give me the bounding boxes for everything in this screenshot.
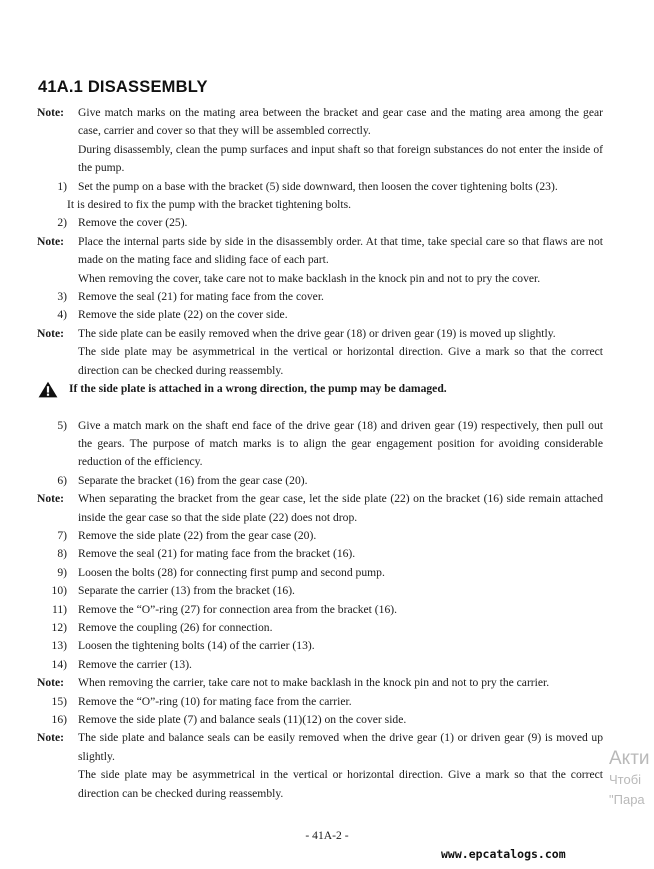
step-number: 16) (51, 713, 67, 726)
step-number: 3) (57, 290, 67, 304)
paragraph: Place the internal parts side by side in the disassembly order. At that time, take special care so that flaws are not made on the mating face and sliding face of each part. (78, 234, 603, 267)
note-text (78, 729, 603, 803)
note-label: Note: (37, 326, 65, 340)
procedure-step (37, 582, 603, 600)
step-text (78, 564, 603, 582)
note-block (37, 325, 603, 380)
step-text (78, 306, 603, 324)
procedure-step (37, 564, 603, 582)
paragraph: Give match marks on the mating area between the bracket and gear case and the mating area among the gear case, carrier and cover so that they will be assembled correctly. (78, 106, 603, 138)
step-number: 1) (57, 179, 67, 193)
paragraph: When removing the cover, take care not to make backlash in the knock pin and not to pry the cover. (78, 271, 541, 285)
procedure-step (37, 711, 603, 729)
note-label: Note: (37, 106, 65, 119)
paragraph: The side plate may be asymmetrical in the vertical or horizontal direction. Give a mark so that the correct direction can be checked during reassembly. (78, 345, 603, 377)
paragraph: When removing the carrier, take care not to make backlash in the knock pin and not to pry the carrier. (78, 676, 550, 690)
procedure-step (37, 472, 603, 490)
step-text (78, 656, 603, 674)
paragraph: During disassembly, clean the pump surfaces and input shaft so that foreign substances do not enter the inside of the pump. (78, 142, 603, 175)
step-number: 2) (57, 216, 67, 230)
step-number: 6) (57, 473, 67, 487)
paragraph: It is desired to fix the pump with the bracket tightening bolts. (67, 198, 351, 212)
paragraph: Separate the carrier (13) from the bracket (16). (78, 584, 295, 598)
step-number: 4) (57, 308, 67, 322)
step-number: 13) (51, 639, 67, 653)
step-text (78, 637, 603, 655)
activation-overlay-line: "Пара (609, 792, 645, 807)
step-text (78, 582, 603, 600)
paragraph: The side plate may be asymmetrical in the vertical or horizontal direction. Give a mark so that the correct direction can be checked during reassembly. (78, 768, 603, 800)
paragraph: Remove the side plate (22) from the gear case (20). (78, 528, 317, 542)
paragraph: Give a match mark on the shaft end face of the drive gear (18) and driven gear (19) respectively, then pull out the gears. The purpose of match marks is to align the gear engagement position for avoiding considerable reduction of the efficiency. (78, 418, 603, 469)
procedure-step (37, 417, 603, 472)
step-text (78, 545, 603, 563)
warning-callout (37, 380, 603, 398)
step-text (78, 711, 603, 729)
note-text (78, 490, 603, 527)
step-text (78, 472, 603, 490)
paragraph: Remove the carrier (13). (78, 657, 192, 671)
note-label: Note: (37, 731, 65, 745)
step-text (78, 619, 603, 637)
paragraph: Separate the bracket (16) from the gear case (20). (78, 473, 308, 487)
procedure-step (37, 178, 603, 215)
note-block (37, 729, 603, 803)
step-number: 7) (57, 528, 67, 542)
note-block (37, 490, 603, 527)
note-text (78, 104, 603, 178)
procedure-step (37, 656, 603, 674)
step-text (78, 693, 603, 711)
step-number: 15) (51, 694, 67, 708)
step-number: 8) (57, 547, 67, 561)
procedure-step (37, 601, 603, 619)
activation-overlay-line: Чтобі (609, 772, 642, 787)
paragraph: Remove the side plate (7) and balance seals (11)(12) on the cover side. (78, 713, 407, 726)
note-block (37, 674, 603, 692)
paragraph: Remove the coupling (26) for connection. (78, 620, 273, 634)
site-watermark: www.epcatalogs.com (441, 847, 566, 861)
warning-text: If the side plate is attached in a wrong direction, the pump may be damaged. (69, 382, 447, 396)
procedure-step (37, 693, 603, 711)
paragraph: Loosen the tightening bolts (14) of the carrier (13). (78, 639, 315, 653)
step-number: 12) (51, 620, 67, 634)
note-text (78, 325, 603, 380)
paragraph: The side plate and balance seals can be easily removed when the drive gear (1) or driven gear (9) is moved up slightly. (78, 731, 603, 763)
step-text (78, 601, 603, 619)
note-text (78, 674, 603, 692)
paragraph: The side plate can be easily removed when the drive gear (18) or driven gear (19) is moved up slightly. (78, 326, 556, 340)
note-text (78, 233, 603, 288)
paragraph: Set the pump on a base with the bracket (5) side downward, then loosen the cover tightening bolts (23). (78, 179, 558, 193)
paragraph: Remove the “O”-ring (27) for connection area from the bracket (16). (78, 602, 398, 616)
procedure-step (37, 619, 603, 637)
procedure-step (37, 545, 603, 563)
step-number: 11) (51, 602, 67, 616)
step-text (78, 417, 603, 472)
paragraph: Remove the seal (21) for mating face from the cover. (78, 290, 324, 304)
paragraph: Loosen the bolts (28) for connecting first pump and second pump. (78, 565, 385, 579)
step-number: 9) (57, 565, 67, 579)
note-label: Note: (37, 234, 65, 248)
step-text (78, 214, 603, 232)
procedure-step (37, 214, 603, 232)
page-number: - 41A-2 - (305, 829, 349, 842)
note-block (37, 233, 603, 288)
procedure-step (37, 637, 603, 655)
paragraph: Remove the cover (25). (78, 216, 188, 230)
step-number: 14) (51, 657, 67, 671)
paragraph: Remove the “O”-ring (10) for mating face from the carrier. (78, 694, 352, 708)
step-number: 10) (51, 584, 67, 598)
step-text (67, 178, 603, 215)
section-title: 41A.1 DISASSEMBLY (38, 78, 208, 96)
activation-overlay-title: Акти (609, 748, 650, 769)
note-block (37, 104, 603, 178)
paragraph: When separating the bracket from the gear case, let the side plate (22) on the bracket (16) side remain attached inside the gear case so that the side plate (22) does not drop. (78, 492, 603, 524)
step-text (78, 288, 603, 306)
note-label: Note: (37, 492, 65, 506)
note-label: Note: (37, 676, 65, 690)
paragraph: Remove the seal (21) for mating face from the bracket (16). (78, 547, 356, 561)
procedure-step (37, 306, 603, 324)
step-text (78, 527, 603, 545)
warning-triangle-icon (37, 380, 69, 398)
procedure-step (37, 288, 603, 306)
document-body (37, 104, 603, 803)
activation-overlay (609, 748, 650, 810)
procedure-step (37, 527, 603, 545)
paragraph: Remove the side plate (22) on the cover side. (78, 308, 288, 322)
step-number: 5) (57, 418, 67, 432)
